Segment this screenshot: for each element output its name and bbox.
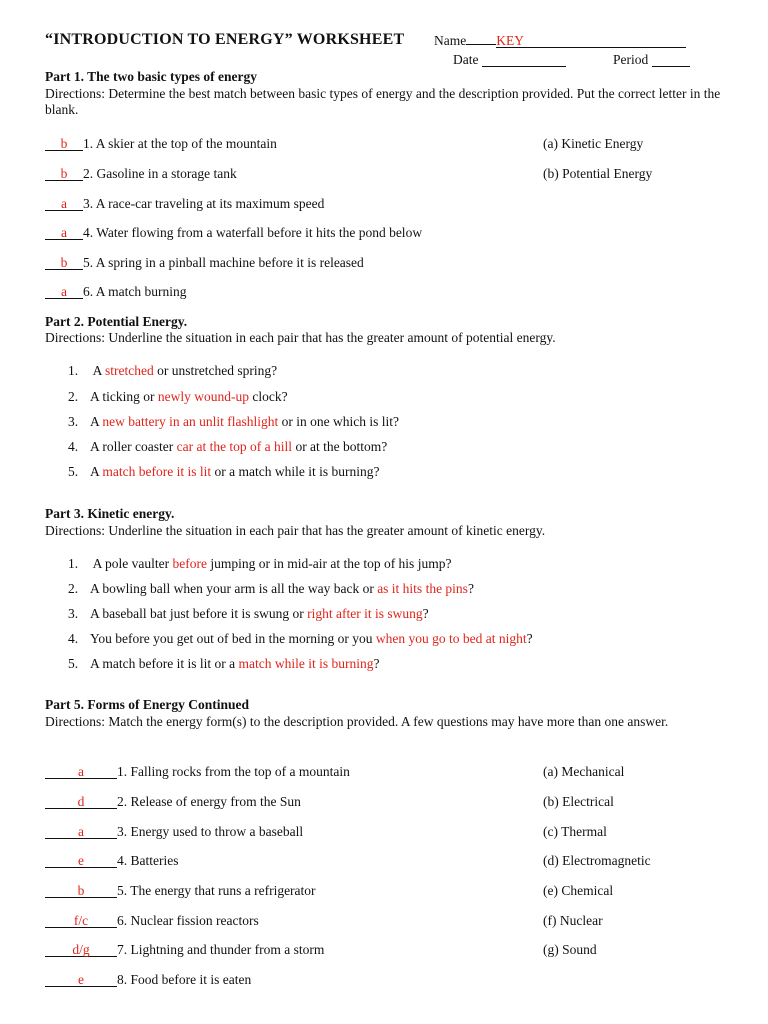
part2-item: 5. A match before it is lit or a match while it is burning? [68,464,380,479]
answer-choice[interactable]: car at the top of a hill [176,439,293,454]
part3-item: 1. A pole vaulter before jumping or in mid-air at the top of his jump? [68,556,452,571]
name-label: Name [434,33,467,48]
part5-item: a 3. Energy used to throw a baseball [45,824,303,840]
part1-item: a 3. A race-car traveling at its maximum speed [45,196,324,212]
answer-blank[interactable]: a [45,765,117,779]
part5-item: e 4. Batteries [45,853,178,869]
period-field[interactable] [652,53,690,67]
date-label: Date [453,52,479,67]
answer-blank[interactable]: b [45,256,83,270]
answer-blank[interactable]: a [45,285,83,299]
answer-blank[interactable]: b [45,137,83,151]
answer-blank[interactable]: a [45,825,117,839]
part1-item: b 5. A spring in a pinball machine before it is released [45,255,364,271]
answer-blank[interactable]: d [45,795,117,809]
part2-item: 2. A ticking or newly wound-up clock? [68,389,288,404]
part5-item: d 2. Release of energy from the Sun [45,794,301,810]
part3-item: 5. A match before it is lit or a match while it is burning? [68,656,380,671]
part1-directions: Directions: Determine the best match between basic types of energy and the description provided. Put the correct letter in the blank. [45,86,721,117]
part2-directions: Directions: Underline the situation in each pair that has the greater amount of potential energy. [45,330,556,345]
answer-blank[interactable]: f/c [45,914,117,928]
name-line [434,33,686,49]
part1-item: a 4. Water flowing from a waterfall before it hits the pond below [45,225,422,241]
part1-item: b 1. A skier at the top of the mountain [45,136,277,152]
option-electrical: (b) Electrical [543,794,614,809]
part5-directions: Directions: Match the energy form(s) to the description provided. A few questions may have more than one answer. [45,714,669,729]
name-value[interactable]: KEY [496,34,686,48]
part5-heading: Part 5. Forms of Energy Continued [45,697,249,712]
worksheet-title: “INTRODUCTION TO ENERGY” WORKSHEET [45,31,405,48]
answer-blank[interactable]: b [45,884,117,898]
option-chemical: (e) Chemical [543,883,614,898]
answer-blank[interactable]: d/g [45,943,117,957]
option-mechanical: (a) Mechanical [543,764,625,779]
part3-directions: Directions: Underline the situation in each pair that has the greater amount of kinetic energy. [45,523,546,538]
part2-item: 4. A roller coaster car at the top of a hill or at the bottom? [68,439,388,454]
answer-choice[interactable]: newly wound-up [157,389,249,404]
part2-heading: Part 2. Potential Energy. [45,314,188,329]
option-thermal: (c) Thermal [543,824,607,839]
answer-blank[interactable]: e [45,973,117,987]
answer-choice[interactable]: when you go to bed at night [375,631,527,646]
date-field[interactable] [482,53,566,67]
part5-item: a 1. Falling rocks from the top of a mountain [45,764,350,780]
option-sound: (g) Sound [543,942,597,957]
part5-item: d/g 7. Lightning and thunder from a storm [45,942,324,958]
part1-heading: Part 1. The two basic types of energy [45,69,257,84]
part1-item: a 6. A match burning [45,284,187,300]
answer-choice[interactable]: match while it is burning [238,656,374,671]
option-potential: (b) Potential Energy [543,166,653,181]
option-nuclear: (f) Nuclear [543,913,603,928]
part3-item: 2. A bowling ball when your arm is all the way back or as it hits the pins? [68,581,474,596]
answer-blank[interactable]: b [45,167,83,181]
answer-choice[interactable]: before [172,556,207,571]
period-label: Period [613,52,649,67]
answer-choice[interactable]: right after it is swung [307,606,423,621]
answer-blank[interactable]: e [45,854,117,868]
period-line [613,52,690,68]
option-kinetic: (a) Kinetic Energy [543,136,644,151]
answer-choice[interactable]: match before it is lit [102,464,212,479]
part2-item: 1. A stretched or unstretched spring? [68,363,278,378]
part3-item: 4. You before you get out of bed in the morning or you when you go to bed at night? [68,631,533,646]
part3-heading: Part 3. Kinetic energy. [45,506,175,521]
part5-item: f/c 6. Nuclear fission reactors [45,913,259,929]
part5-item: b 5. The energy that runs a refrigerator [45,883,316,899]
answer-choice[interactable]: new battery in an unlit flashlight [102,414,279,429]
part2-item: 3. A new battery in an unlit flashlight or in one which is lit? [68,414,399,429]
date-line [453,52,566,68]
part1-item: b 2. Gasoline in a storage tank [45,166,237,182]
answer-choice[interactable]: as it hits the pins [377,581,468,596]
answer-blank[interactable]: a [45,226,83,240]
answer-blank[interactable]: a [45,197,83,211]
option-electromagnetic: (d) Electromagnetic [543,853,651,868]
part5-item: e 8. Food before it is eaten [45,972,251,988]
answer-choice[interactable]: stretched [105,363,154,378]
part3-item: 3. A baseball bat just before it is swung or right after it is swung? [68,606,429,621]
